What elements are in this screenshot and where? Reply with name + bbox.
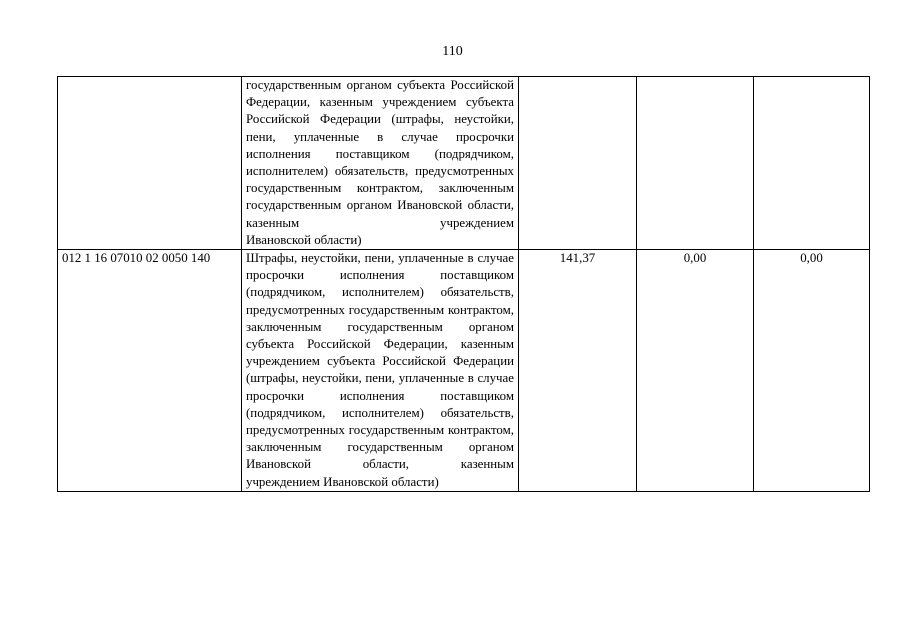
amount-cell-3: 0,00 <box>754 250 870 492</box>
budget-code-cell: 012 1 16 07010 02 0050 140 <box>58 250 242 492</box>
description-text: Штрафы, неустойки, пени, уплаченные в случае просрочки исполнения поставщиком (подрядчиком, исполнителем) обязательств, предусмотренных государственным контрактом, заключенным государственным органом субъекта Российской Федерации, казенным учреждением субъекта Российской Федерации (штрафы, неустойки, пени, уплаченные в случае просрочки исполнения поставщиком (подрядчиком, исполнителем) обязательств, предусмотренных государственным контрактом, заключенным государственным органом Ивановской области, казенным <box>246 251 514 472</box>
description-last-line: учреждением Ивановской области) <box>246 474 439 489</box>
budget-table <box>57 76 870 492</box>
description-cell <box>242 250 519 492</box>
table-row <box>58 77 870 250</box>
amount-cell-3 <box>754 77 870 250</box>
amount-cell-1: 141,37 <box>519 250 637 492</box>
amount-cell-1 <box>519 77 637 250</box>
table-row <box>58 250 870 492</box>
description-cell <box>242 77 519 250</box>
page-number: 110 <box>442 44 463 59</box>
description-last-line: Ивановской области) <box>246 232 362 247</box>
amount-cell-2 <box>637 77 754 250</box>
description-text: государственным органом субъекта Российской Федерации, казенным учреждением субъекта Российской Федерации (штрафы, неустойки, пени, уплаченные в случае просрочки исполнения поставщиком (подрядчиком, исполнителем) обязательств, предусмотренных государственным контрактом, заключенным государственным органом Ивановской области, казенным учреждением <box>246 78 514 230</box>
amount-cell-2: 0,00 <box>637 250 754 492</box>
budget-code-cell <box>58 77 242 250</box>
